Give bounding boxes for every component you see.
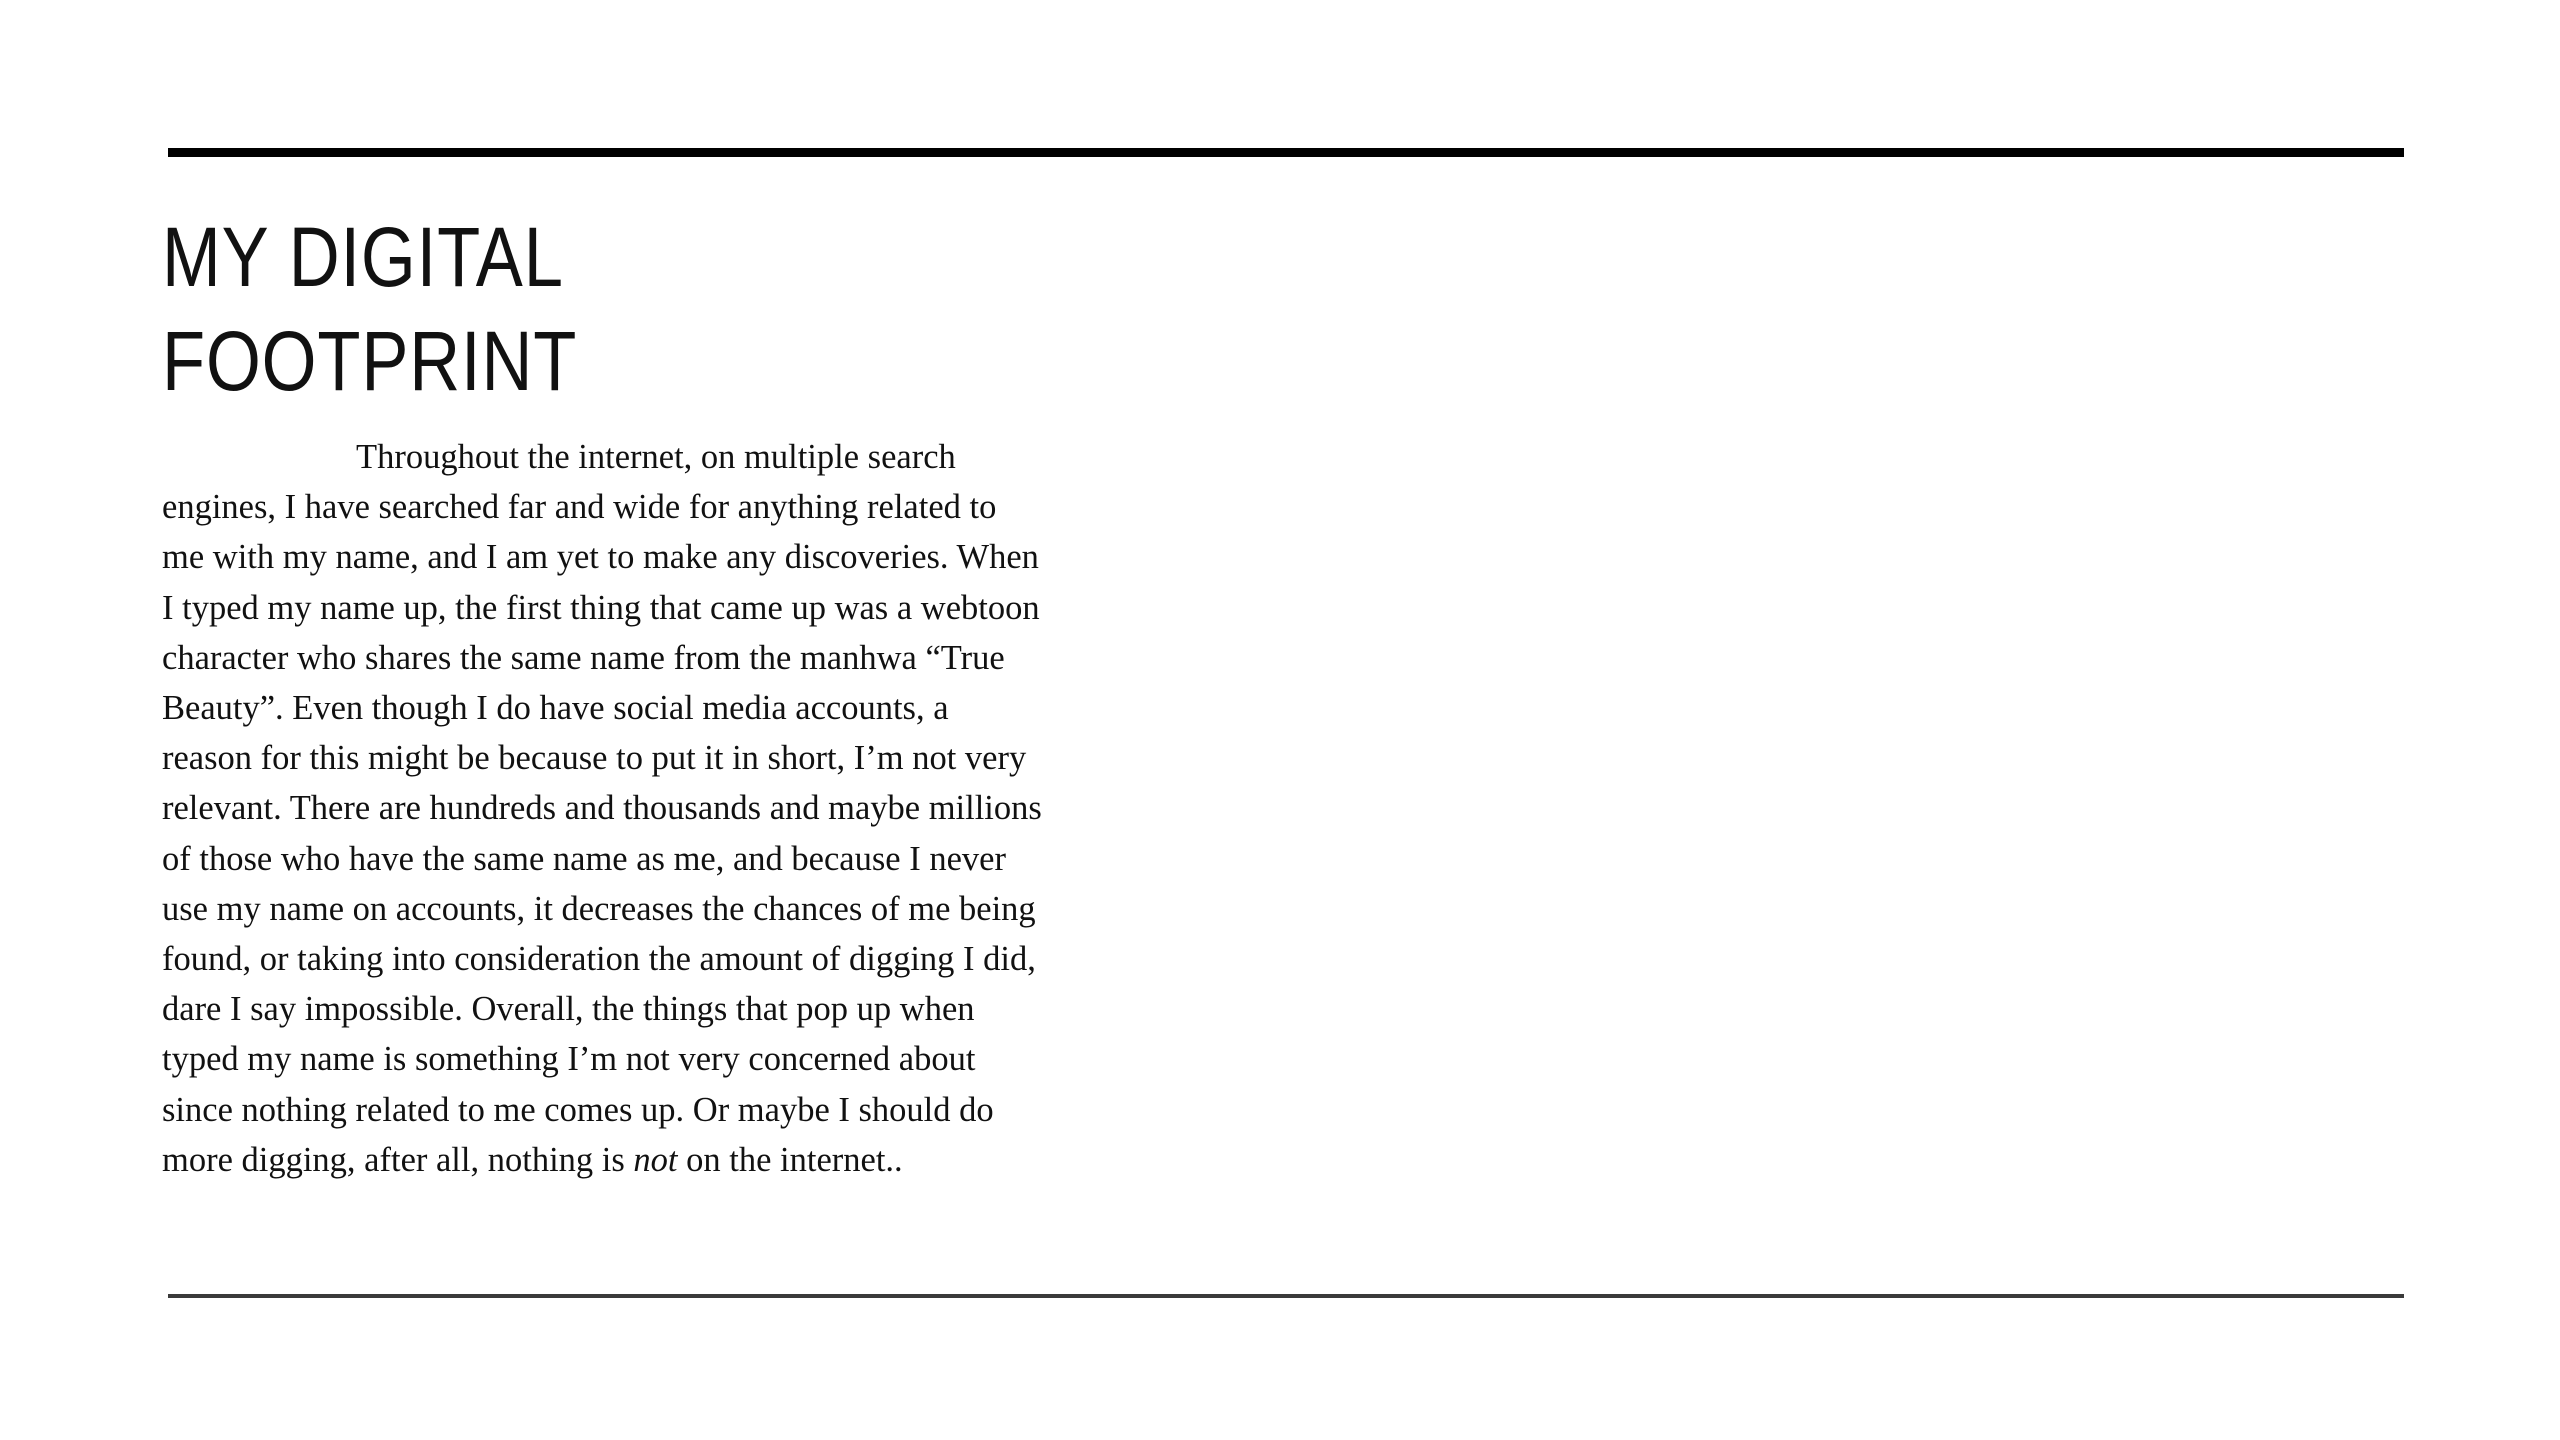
body-paragraph: [162, 432, 1042, 1185]
body-text-emphasis: not: [633, 1140, 678, 1179]
bottom-divider: [168, 1294, 2404, 1298]
slide-title: [162, 205, 577, 413]
body-text-part-2: on the internet..: [677, 1140, 903, 1179]
body-text-part-1: Throughout the internet, on multiple search engines, I have searched far and wide for anything related to me with my name, and I am yet to make any discoveries. When I typed my name up, the first thing that came up was a webtoon character who shares the same name from the manhwa “True Beauty”. Even though I do have social media accounts, a reason for this might be because to put it in short, I’m not very relevant. There are hundreds and thousands and maybe millions of those who have the same name as me, and because I never use my name on accounts, it decreases the chances of me being found, or taking into consideration the amount of digging I did, dare I say impossible. Overall, the things that pop up when typed my name is something I’m not very concerned about since nothing related to me comes up. Or maybe I should do more digging, after all, nothing is: [162, 438, 1042, 1179]
title-line-1: MY DIGITAL: [162, 210, 564, 304]
title-line-2: FOOTPRINT: [162, 314, 578, 408]
top-divider: [168, 148, 2404, 157]
